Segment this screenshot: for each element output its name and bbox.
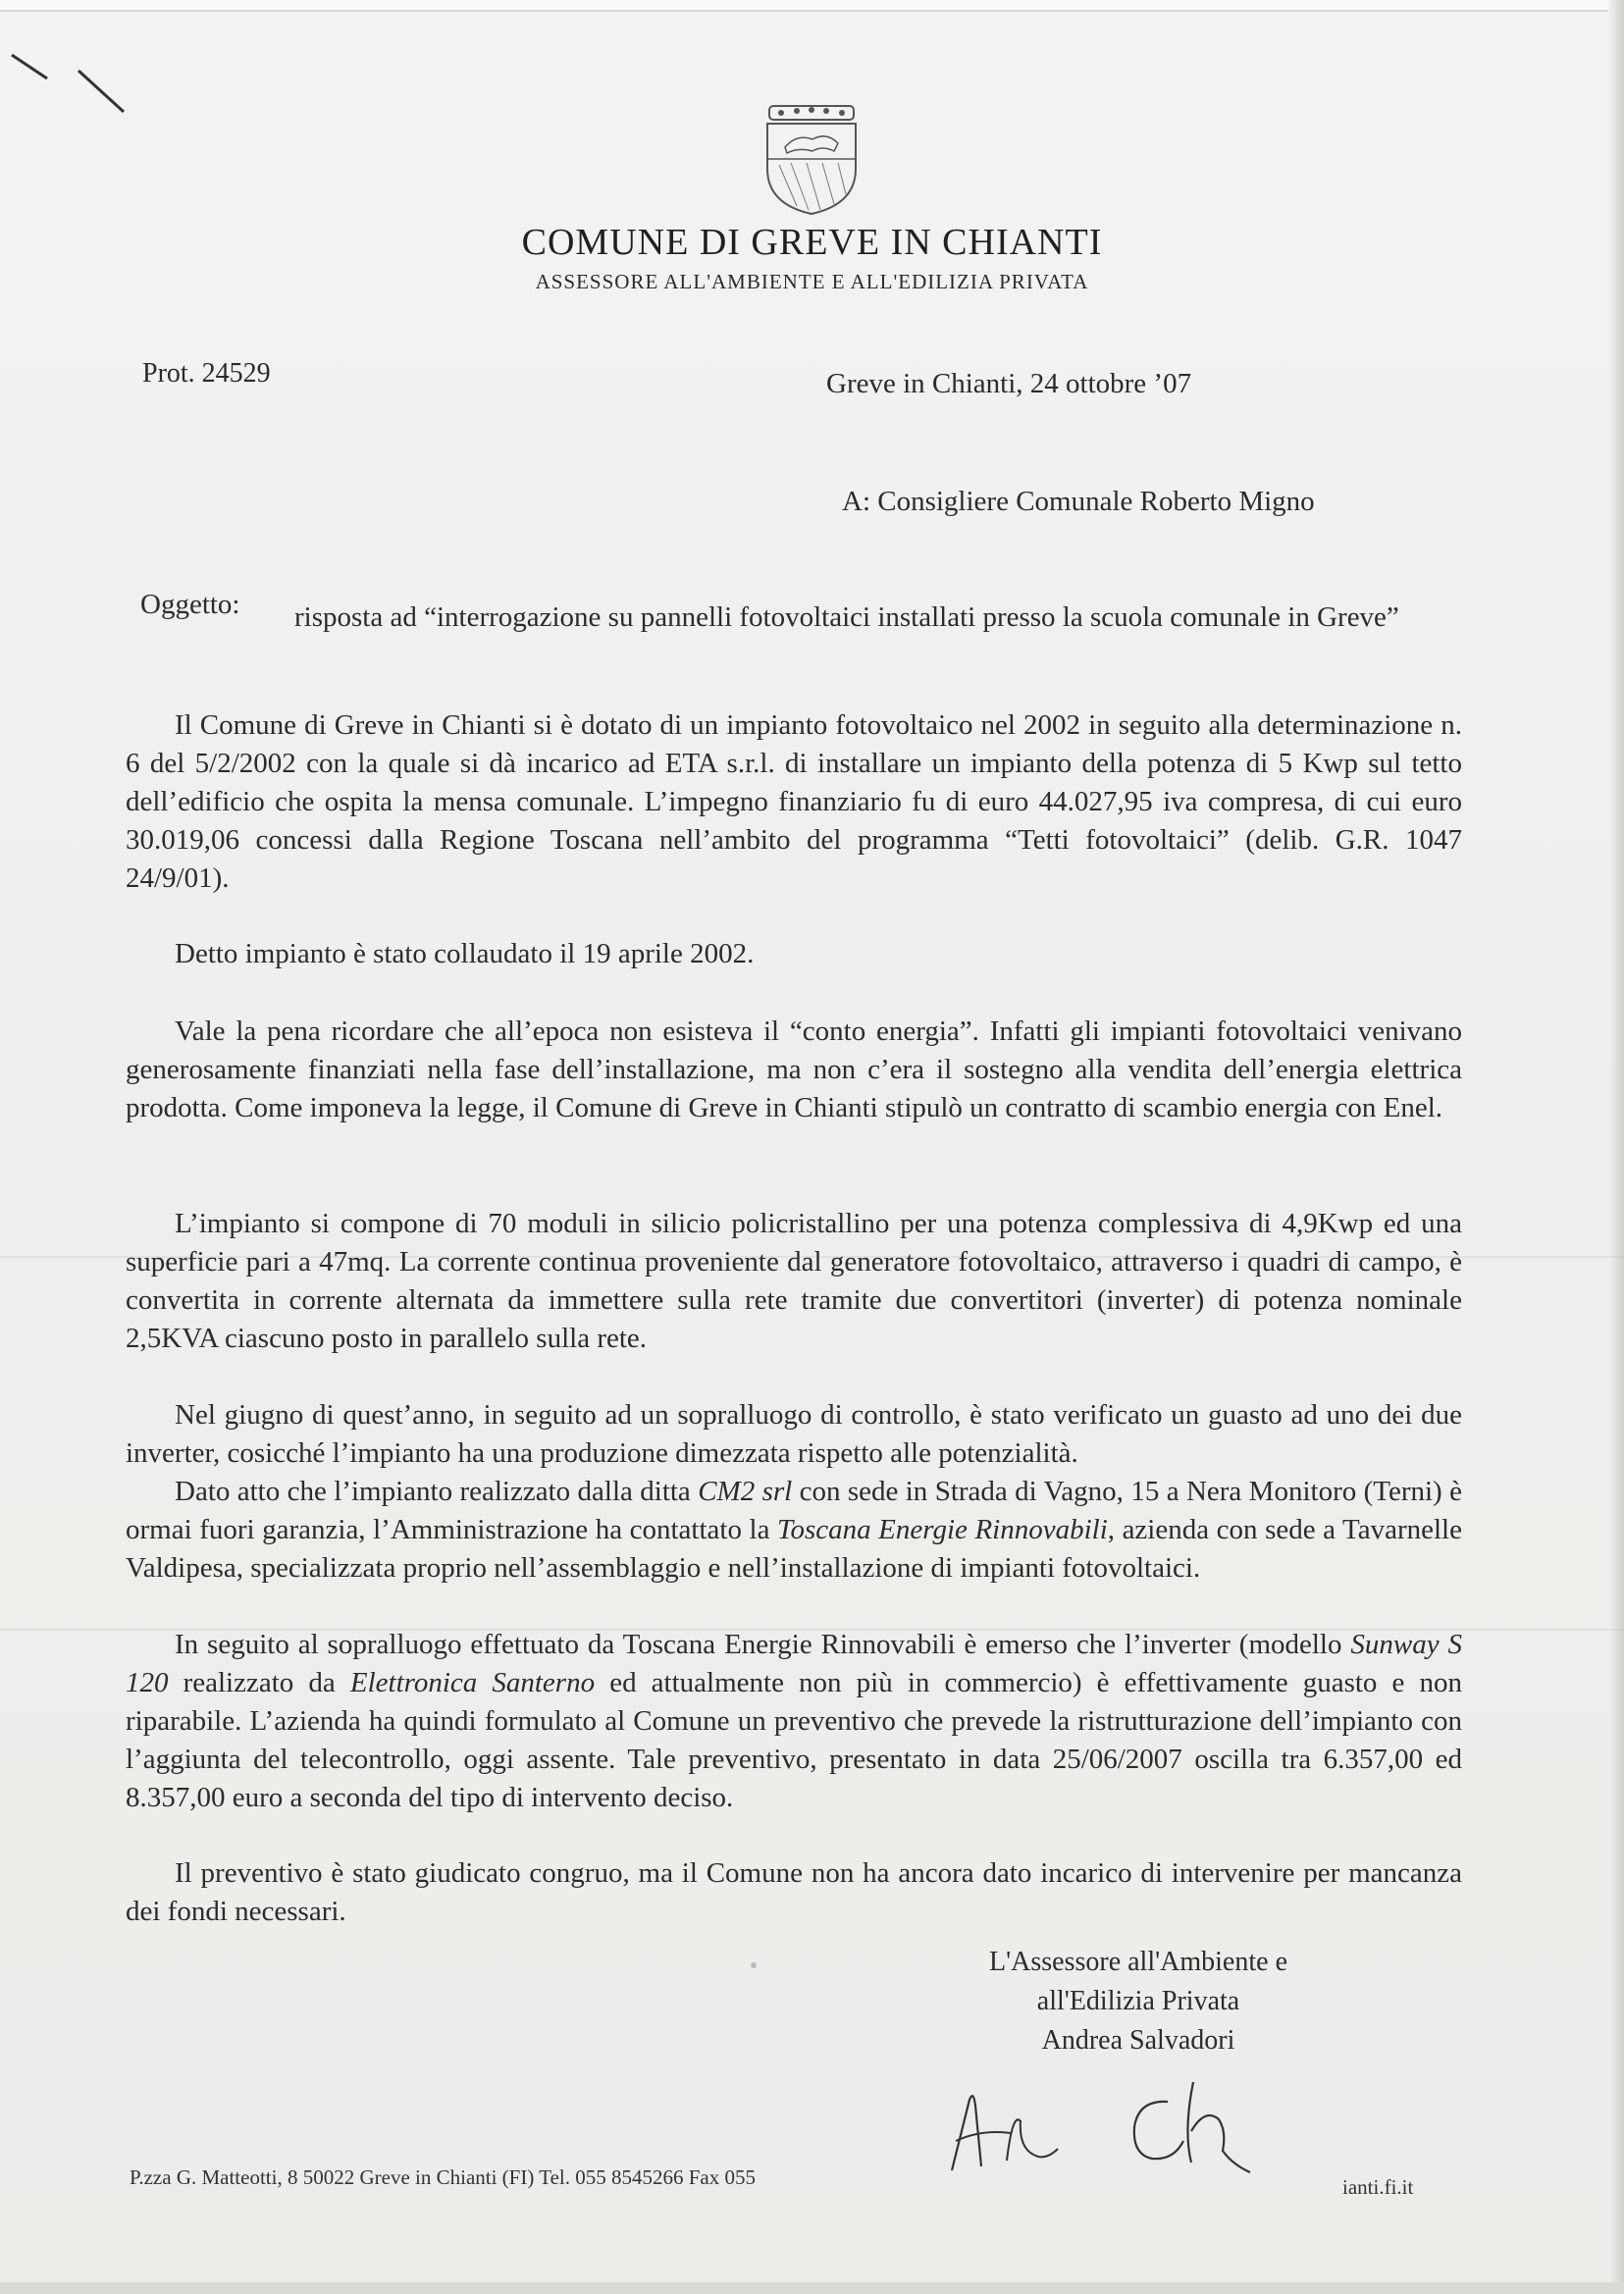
paragraph-3: Vale la pena ricordare che all’epoca non esisteva il “conto energia”. Infatti gli impianti fotovoltaici venivano generosamente finanziati nella fase dell’installazione, ma non c’era il sostegno alla vendita dell’energia elettrica prodotta. Come imponeva la legge, il Comune di Greve in Chianti stipulò un contratto di scambio energia con Enel. xyxy=(126,1016,1462,1123)
manufacturer-name: Elettronica Santerno xyxy=(349,1667,596,1698)
letter-date: Greve in Chianti, 24 ottobre ’07 xyxy=(826,368,1192,399)
paragraph-6-text: con sede in Strada di Vagno, 15 a Nera Monitoro (Terni) è ormai fuori garanzia, l’Amministrazione ha contattato la xyxy=(126,1476,1462,1545)
municipal-crest-icon xyxy=(758,100,865,218)
paper-right-edge xyxy=(1608,0,1624,2294)
subject-label: Oggetto: xyxy=(140,589,240,620)
signatory-title-line-1: L'Assessore all'Ambiente e xyxy=(988,1947,1287,1977)
paper-bottom-edge xyxy=(0,2282,1624,2294)
paragraph-7-text: realizzato da xyxy=(168,1667,350,1698)
paragraph-5: Nel giugno di quest’anno, in seguito ad un sopralluogo di controllo, è stato verificato un guasto ad uno dei due inverter, cosicché l’impianto ha una produzione dimezzata rispetto alle potenzialità. xyxy=(126,1399,1462,1469)
paragraph-2: Detto impianto è stato collaudato il 19 aprile 2002. xyxy=(175,938,755,969)
paragraph-6-text: Dato atto che l’impianto realizzato dalla ditta xyxy=(175,1476,699,1507)
company-name-ter: Toscana Energie Rinnovabili xyxy=(777,1514,1108,1545)
paragraph-6 xyxy=(126,1473,1462,1588)
paragraph-8: Il preventivo è stato giudicato congruo, ma il Comune non ha ancora dato incarico di intervenire per mancanza dei fondi necessari. xyxy=(126,1857,1462,1927)
protocol-number: Prot. 24529 xyxy=(142,358,271,389)
paper-speck xyxy=(751,1962,757,1968)
signatory-title-line-2: all'Edilizia Privata xyxy=(1036,1986,1240,2016)
subject-text: risposta ad “interrogazione su pannelli fotovoltaici installati presso la scuola comunale in Greve” xyxy=(294,601,1399,633)
pen-stroke-mark xyxy=(8,39,135,118)
paragraph-7-text: In seguito al sopralluogo effettuato da Toscana Energie Rinnovabili è emerso che l’inverter (modello xyxy=(175,1629,1351,1660)
paragraph-1: Il Comune di Greve in Chianti si è dotato di un impianto fotovoltaico nel 2002 in seguito alla determinazione n. 6 del 5/2/2002 con la quale si dà incarico ad ETA s.r.l. di installare un impianto della potenza di 5 Kwp sul tetto dell’edificio che ospita la mensa comunale. L’impegno finanziario fu di euro 44.027,95 iva compresa, di cui euro 30.019,06 concessi dalla Regione Toscana nell’ambito del programma “Tetti fotovoltaici” (delib. G.R. 1047 24/9/01). xyxy=(126,709,1462,894)
signatory-name: Andrea Salvadori xyxy=(1041,2025,1235,2056)
paragraph-6-text: , azienda con sede a Tavarnelle Valdipesa, specializzata proprio nell’assemblaggio e nell’installazione di impianti fotovoltaici. xyxy=(126,1514,1462,1584)
footer-address: P.zza G. Matteotti, 8 50022 Greve in Chianti (FI) Tel. 055 8545266 Fax 055 xyxy=(130,2165,756,2189)
department-name: ASSESSORE ALL'AMBIENTE E ALL'EDILIZIA PRIVATA xyxy=(535,270,1089,293)
signature-block xyxy=(883,1943,1393,2060)
inverter-model: Sunway S 120 xyxy=(126,1629,1463,1698)
recipient-line: A: Consigliere Comunale Roberto Migno xyxy=(842,486,1315,517)
paragraph-7-text: ed attualmente non più in commercio) è effettivamente guasto e non riparabile. L’azienda ha quindi formulato al Comune un preventivo che prevede la ristrutturazione dell’impianto con l’aggiunta del telecontrollo, oggi assente. Tale preventivo, presentato in data 25/06/2007 oscilla tra 6.357,00 ed 8.357,00 euro a seconda del tipo di intervento deciso. xyxy=(126,1667,1462,1813)
handwritten-signature xyxy=(942,2072,1276,2180)
paragraph-7 xyxy=(126,1626,1462,1817)
organization-name: COMUNE DI GREVE IN CHIANTI xyxy=(521,222,1103,263)
paper-top-edge xyxy=(0,0,1624,12)
footer-web: ianti.fi.it xyxy=(1342,2175,1414,2199)
company-name-cm2: CM2 srl xyxy=(698,1476,793,1507)
paragraph-4: L’impianto si compone di 70 moduli in silicio policristallino per una potenza complessiva di 4,9Kwp ed una superficie pari a 47mq. La corrente continua proveniente dal generatore fotovoltaico, attraverso i quadri di campo, è convertita in corrente alternata da immettere sulla rete tramite due convertitori (inverter) di potenza nominale 2,5KVA ciascuno posto in parallelo sulla rete. xyxy=(126,1208,1462,1354)
